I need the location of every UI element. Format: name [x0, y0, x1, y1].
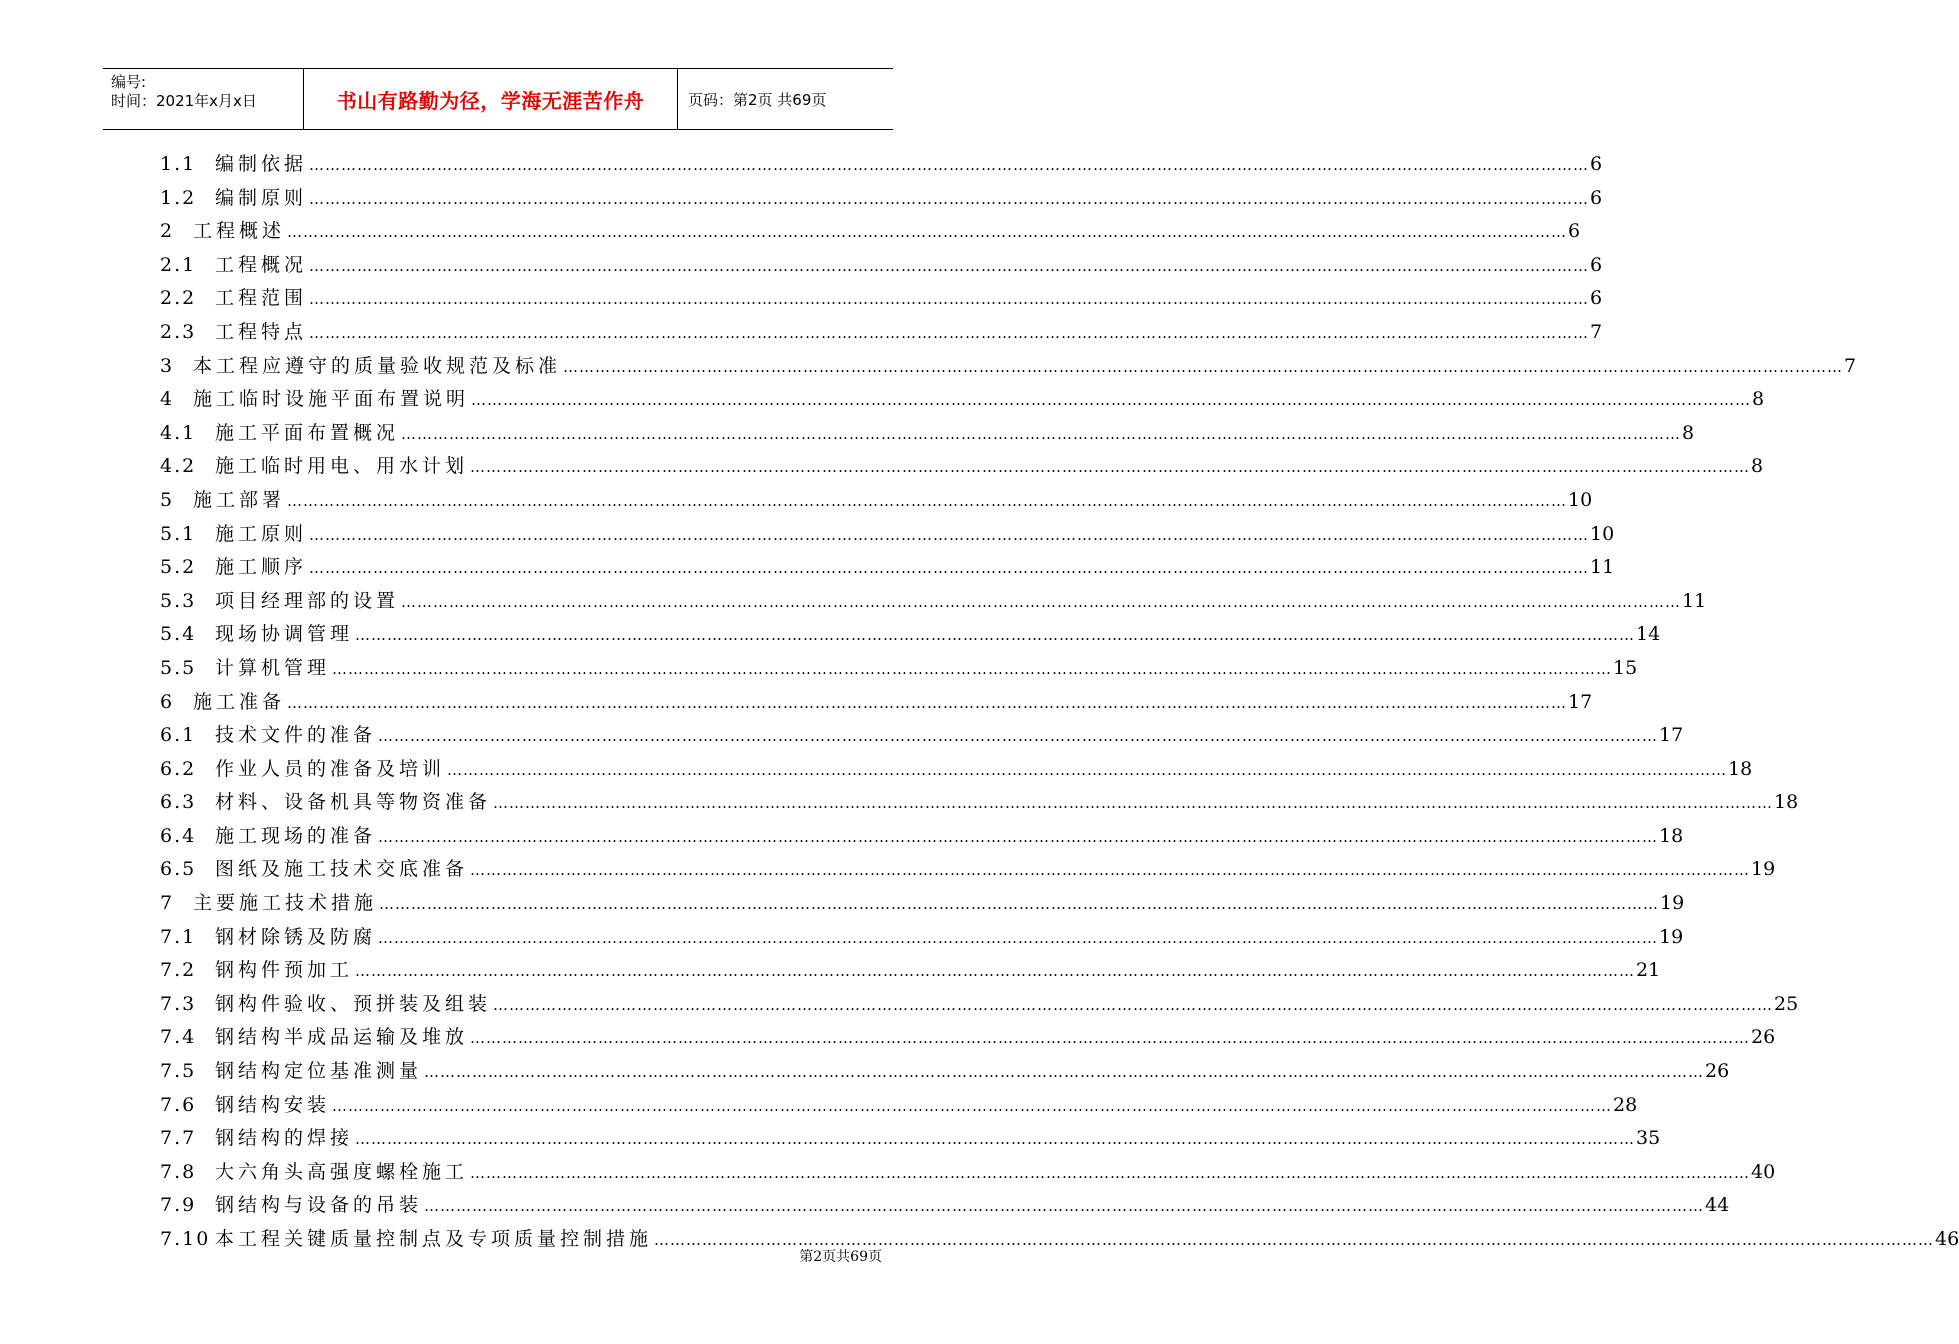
toc-entry-number: 1.1: [160, 153, 197, 175]
header-info-cell: [103, 69, 304, 129]
toc-entry-page: 10: [1590, 522, 1615, 545]
toc-entry-number: 4: [160, 388, 175, 411]
toc-dot-leader: ……………………………………………………………………………………………………………………………………………………………………………………………………………………: [332, 1096, 1613, 1115]
toc-entry-page: 11: [1682, 589, 1707, 612]
toc-entry-title: 施工临时用电、用水计划: [215, 450, 470, 484]
toc-entry-title: 工程概述: [193, 215, 287, 249]
toc-entry[interactable]: [160, 954, 1661, 988]
toc-entry-number: 7.9: [160, 1194, 197, 1217]
toc-entry-title: 施工现场的准备: [215, 820, 378, 854]
toc-entry[interactable]: [160, 484, 1593, 518]
toc-dot-leader: ……………………………………………………………………………………………………………………………………………………………………………………………………………………: [378, 827, 1659, 846]
toc-entry-title: 工程范围: [215, 282, 309, 316]
toc-entry-page: 18: [1728, 757, 1753, 780]
toc-entry-page: 7: [1590, 320, 1603, 343]
toc-entry-page: 46: [1935, 1228, 1959, 1250]
toc-entry-number: 3: [160, 354, 175, 377]
toc-dot-leader: ……………………………………………………………………………………………………………………………………………………………………………………………………………………: [287, 693, 1568, 712]
toc-entry-number: 4.1: [160, 421, 197, 444]
toc-dot-leader: ……………………………………………………………………………………………………………………………………………………………………………………………………………………: [287, 223, 1568, 242]
toc-entry-page: 44: [1705, 1194, 1730, 1217]
page-header: [103, 68, 893, 130]
toc-entry[interactable]: [160, 316, 1603, 350]
toc-entry-title: 施工顺序: [215, 551, 309, 585]
toc-entry-page: 19: [1751, 858, 1776, 881]
toc-entry[interactable]: [160, 686, 1593, 720]
toc-entry[interactable]: [160, 417, 1695, 451]
toc-entry-number: 4.2: [160, 455, 197, 478]
toc-entry-title: 编制原则: [215, 182, 309, 216]
toc-entry-title: 技术文件的准备: [215, 719, 378, 753]
toc-entry-page: 19: [1659, 925, 1684, 948]
toc-entry-page: 19: [1660, 892, 1685, 915]
toc-entry-page: 7: [1844, 354, 1857, 377]
toc-entry[interactable]: [160, 215, 1581, 249]
toc-entry-title: 本工程关键质量控制点及专项质量控制措施: [215, 1223, 654, 1257]
toc-entry-number: 7.2: [160, 959, 197, 982]
toc-dot-leader: ……………………………………………………………………………………………………………………………………………………………………………………………………………………: [309, 256, 1590, 275]
toc-dot-leader: ……………………………………………………………………………………………………………………………………………………………………………………………………………………: [563, 357, 1844, 376]
toc-entry-title: 现场协调管理: [215, 618, 355, 652]
toc-entry-number: 5.5: [160, 656, 197, 679]
toc-entry[interactable]: [160, 518, 1615, 552]
toc-entry-title: 钢结构安装: [215, 1089, 332, 1123]
toc-dot-leader: ……………………………………………………………………………………………………………………………………………………………………………………………………………………: [379, 895, 1660, 914]
toc-entry-title: 钢结构半成品运输及堆放: [215, 1021, 470, 1055]
page-footer: 第2页共69页: [799, 1249, 882, 1265]
toc-entry-title: 作业人员的准备及培训: [215, 753, 447, 787]
header-motto-cell: [304, 69, 678, 129]
toc-entry-title: 大六角头高强度螺栓施工: [215, 1156, 470, 1190]
toc-entry-page: 15: [1613, 656, 1638, 679]
toc-dot-leader: ……………………………………………………………………………………………………………………………………………………………………………………………………………………: [470, 1029, 1751, 1048]
toc-entry-number: 7: [160, 892, 175, 915]
toc-entry[interactable]: [160, 921, 1684, 955]
toc-dot-leader: ……………………………………………………………………………………………………………………………………………………………………………………………………………………: [309, 156, 1590, 174]
toc-entry-number: 5.2: [160, 556, 197, 579]
toc-entry-page: 25: [1774, 992, 1799, 1015]
toc-entry[interactable]: [160, 585, 1707, 619]
toc-entry-title: 钢结构定位基准测量: [215, 1055, 424, 1089]
toc-entry[interactable]: [160, 786, 1799, 820]
toc-entry[interactable]: [160, 753, 1753, 787]
toc-entry-number: 6.4: [160, 824, 197, 847]
toc-entry-number: 2.1: [160, 253, 197, 276]
toc-entry-number: 2.3: [160, 320, 197, 343]
toc-entry-page: 8: [1682, 421, 1695, 444]
toc-entry[interactable]: [160, 282, 1603, 316]
toc-entry[interactable]: [160, 1089, 1638, 1123]
toc-entry-page: 40: [1751, 1160, 1776, 1183]
toc-dot-leader: ……………………………………………………………………………………………………………………………………………………………………………………………………………………: [309, 189, 1590, 208]
toc-dot-leader: ……………………………………………………………………………………………………………………………………………………………………………………………………………………: [471, 391, 1752, 410]
toc-entry-page: 11: [1590, 556, 1615, 579]
toc-dot-leader: ……………………………………………………………………………………………………………………………………………………………………………………………………………………: [355, 962, 1636, 981]
toc-entry-page: 8: [1751, 455, 1764, 478]
toc-entry-number: 2.2: [160, 287, 197, 310]
toc-dot-leader: ……………………………………………………………………………………………………………………………………………………………………………………………………………………: [654, 1231, 1935, 1249]
toc-entry-number: 7.3: [160, 992, 197, 1015]
toc-entry-number: 5.1: [160, 522, 197, 545]
toc-dot-leader: ……………………………………………………………………………………………………………………………………………………………………………………………………………………: [493, 794, 1774, 813]
toc-dot-leader: ……………………………………………………………………………………………………………………………………………………………………………………………………………………: [470, 1163, 1751, 1182]
toc-entry-page: 28: [1613, 1093, 1638, 1116]
toc-entry-page: 6: [1590, 186, 1603, 209]
toc-entry[interactable]: [160, 1189, 1730, 1223]
toc-entry-page: 6: [1568, 220, 1581, 243]
toc-entry-number: 7.10: [160, 1228, 211, 1250]
toc-entry-title: 施工原则: [215, 518, 309, 552]
toc-entry-page: 35: [1636, 1127, 1661, 1150]
toc-entry-title: 工程特点: [215, 316, 309, 350]
toc-entry-title: 钢结构的焊接: [215, 1122, 355, 1156]
toc-entry-title: 编制依据: [215, 148, 309, 182]
toc-entry[interactable]: [160, 1021, 1776, 1055]
toc-dot-leader: ……………………………………………………………………………………………………………………………………………………………………………………………………………………: [309, 290, 1590, 309]
toc-dot-leader: ……………………………………………………………………………………………………………………………………………………………………………………………………………………: [287, 491, 1568, 510]
toc-entry-page: 10: [1568, 488, 1593, 511]
toc-entry[interactable]: [160, 450, 1764, 484]
toc-entry[interactable]: [160, 887, 1685, 921]
toc-entry[interactable]: [160, 551, 1615, 585]
toc-entry-title: 图纸及施工技术交底准备: [215, 853, 470, 887]
document-number-label: 编号:: [111, 73, 147, 91]
toc-dot-leader: ……………………………………………………………………………………………………………………………………………………………………………………………………………………: [332, 659, 1613, 678]
toc-entry-number: 6.5: [160, 858, 197, 881]
toc-dot-leader: ……………………………………………………………………………………………………………………………………………………………………………………………………………………: [355, 626, 1636, 645]
toc-entry[interactable]: [160, 249, 1603, 283]
toc-entry-page: 6: [1590, 153, 1603, 175]
toc-dot-leader: ……………………………………………………………………………………………………………………………………………………………………………………………………………………: [470, 861, 1751, 880]
toc-dot-leader: ……………………………………………………………………………………………………………………………………………………………………………………………………………………: [401, 424, 1682, 443]
toc-dot-leader: ……………………………………………………………………………………………………………………………………………………………………………………………………………………: [470, 458, 1751, 477]
toc-entry-number: 6.3: [160, 791, 197, 814]
toc-entry-number: 6: [160, 690, 175, 713]
toc-dot-leader: ……………………………………………………………………………………………………………………………………………………………………………………………………………………: [378, 928, 1659, 947]
toc-entry-title: 工程概况: [215, 249, 309, 283]
toc-entry[interactable]: [160, 1055, 1730, 1089]
toc-dot-leader: ……………………………………………………………………………………………………………………………………………………………………………………………………………………: [424, 1063, 1705, 1082]
toc-entry-title: 主要施工技术措施: [193, 887, 379, 921]
toc-entry-title: 材料、设备机具等物资准备: [215, 786, 493, 820]
toc-entry-title: 钢构件预加工: [215, 954, 355, 988]
toc-entry-number: 7.8: [160, 1160, 197, 1183]
toc-entry-page: 6: [1590, 287, 1603, 310]
toc-entry-title: 计算机管理: [215, 652, 332, 686]
toc-dot-leader: ……………………………………………………………………………………………………………………………………………………………………………………………………………………: [309, 525, 1590, 544]
toc-entry-number: 5.3: [160, 589, 197, 612]
toc-entry-title: 钢结构与设备的吊装: [215, 1189, 424, 1223]
toc-entry-title: 施工平面布置概况: [215, 417, 401, 451]
toc-entry-title: 本工程应遵守的质量验收规范及标准: [193, 350, 563, 384]
toc-entry-page: 17: [1659, 724, 1684, 747]
toc-entry-number: 7.6: [160, 1093, 197, 1116]
toc-entry-page: 6: [1590, 253, 1603, 276]
toc-entry-number: 7.4: [160, 1026, 197, 1049]
toc-entry[interactable]: [160, 820, 1684, 854]
toc-dot-leader: ……………………………………………………………………………………………………………………………………………………………………………………………………………………: [424, 1197, 1705, 1216]
toc-dot-leader: ……………………………………………………………………………………………………………………………………………………………………………………………………………………: [309, 323, 1590, 342]
toc-dot-leader: ……………………………………………………………………………………………………………………………………………………………………………………………………………………: [378, 727, 1659, 746]
toc-entry-number: 7.5: [160, 1060, 197, 1083]
toc-entry-number: 7.1: [160, 925, 197, 948]
toc-entry[interactable]: [160, 853, 1776, 887]
toc-entry-title: 施工部署: [193, 484, 287, 518]
toc-entry-page: 17: [1568, 690, 1593, 713]
toc-entry-page: 14: [1636, 623, 1661, 646]
toc-entry-number: 5: [160, 488, 175, 511]
toc-entry[interactable]: [160, 1122, 1661, 1156]
toc-entry[interactable]: [160, 182, 1603, 216]
toc-entry-number: 2: [160, 220, 175, 243]
toc-entry-title: 项目经理部的设置: [215, 585, 401, 619]
toc-entry-title: 钢材除锈及防腐: [215, 921, 378, 955]
toc-dot-leader: ……………………………………………………………………………………………………………………………………………………………………………………………………………………: [401, 592, 1682, 611]
toc-entry-page: 26: [1705, 1060, 1730, 1083]
header-page-cell: [678, 69, 893, 129]
toc-entry-page: 18: [1774, 791, 1799, 814]
toc-entry-title: 施工临时设施平面布置说明: [193, 383, 471, 417]
toc-entry-number: 6.1: [160, 724, 197, 747]
toc-dot-leader: ……………………………………………………………………………………………………………………………………………………………………………………………………………………: [355, 1130, 1636, 1149]
toc-entry-number: 6.2: [160, 757, 197, 780]
toc-entry[interactable]: [160, 350, 1857, 384]
toc-entry[interactable]: [160, 719, 1684, 753]
document-date-label: 时间：2021年x月x日: [111, 92, 257, 110]
header-motto: 书山有路勤为径，学海无涯苦作舟: [336, 89, 645, 113]
toc-entry-page: 26: [1751, 1026, 1776, 1049]
toc-entry[interactable]: [160, 618, 1661, 652]
toc-entry[interactable]: [160, 652, 1638, 686]
toc-entry-page: 18: [1659, 824, 1684, 847]
toc-dot-leader: ……………………………………………………………………………………………………………………………………………………………………………………………………………………: [493, 995, 1774, 1014]
toc-dot-leader: ……………………………………………………………………………………………………………………………………………………………………………………………………………………: [309, 559, 1590, 578]
header-page-code: 页码：第2页 共69页: [688, 91, 827, 109]
toc-entry-number: 5.4: [160, 623, 197, 646]
toc-entry-title: 钢构件验收、预拼装及组装: [215, 988, 493, 1022]
toc-entry[interactable]: [160, 1156, 1776, 1190]
toc-entry-number: 7.7: [160, 1127, 197, 1150]
toc-dot-leader: ……………………………………………………………………………………………………………………………………………………………………………………………………………………: [447, 760, 1728, 779]
toc-entry-page: 8: [1752, 388, 1765, 411]
toc-entry[interactable]: [160, 383, 1765, 417]
toc-entry[interactable]: [160, 148, 1603, 182]
toc-entry-page: 21: [1636, 959, 1661, 982]
toc-entry[interactable]: [160, 988, 1799, 1022]
toc-entry-number: 1.2: [160, 186, 197, 209]
toc-entry-title: 施工准备: [193, 686, 287, 720]
